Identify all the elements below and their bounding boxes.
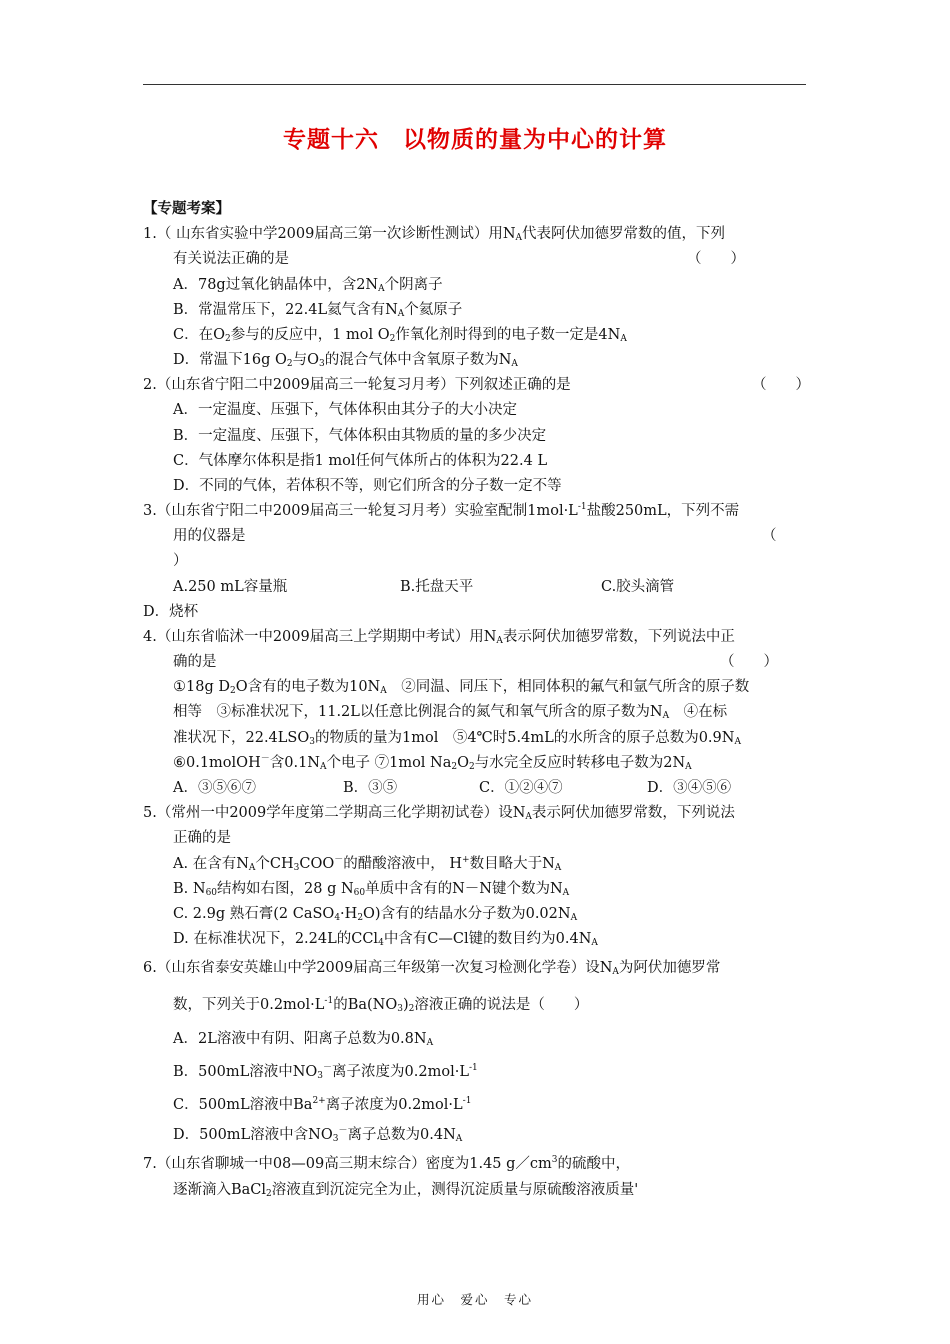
- q4-option-b: B．③⑤: [343, 780, 398, 796]
- q2-option-d: D．不同的气体，若体积不等，则它们所含的分子数一定不等: [173, 478, 562, 494]
- q1-option-c: C．在$O_2$参与的反应中，1 mol $O_2$作氧化剂时得到的电子数一定是$4N_A$: [173, 327, 627, 344]
- q1-option-b: B．常温常压下，22.4L氦气含有$N_A$个氦原子: [173, 302, 463, 319]
- answer-paren-4: （ ）: [720, 654, 778, 670]
- question-6-stem: 6.（山东省泰安英雄山中学2009届高三年级第一次复习检测化学卷）设$N_A$为阿伏加德罗常: [143, 960, 721, 977]
- question-7-stem-cont: 逐渐滴入BaCl$_2$溶液直到沉淀完全为止，测得沉淀质量与原硫酸溶液质量': [173, 1182, 639, 1199]
- question-1-stem-cont: 有关说法正确的是: [173, 251, 289, 267]
- question-5-stem-cont: 正确的是: [173, 830, 231, 846]
- q4-option-d: D．③④⑤⑥: [647, 780, 732, 796]
- q4-statement-line-2: 相等 ③标准状况下，11.2L以任意比例混合的氮气和氧气所含的原子数为$N_A$ ④在标: [173, 704, 728, 721]
- q3-option-a: A.250 mL容量瓶: [173, 579, 288, 595]
- q5-option-d: D. 在标准状况下，2.24L的CCl$_4$中含有C—Cl键的数目约为$0.4N_A$: [173, 931, 598, 948]
- q6-option-a: A．2L溶液中有阴、阳离子总数为$0.8N_A$: [173, 1031, 434, 1048]
- page-footer: 用心 爱心 专心: [416, 1292, 533, 1307]
- q3-option-d: D．烧杯: [143, 604, 199, 620]
- q6-option-b: B．500mL溶液中$NO_3^-$离子浓度为$0.2mol\cdot L^{-1}$: [173, 1063, 478, 1081]
- answer-paren-3-open: （: [762, 528, 777, 544]
- q2-option-c: C．气体摩尔体积是指1 mol任何气体所占的体积为22.4 L: [173, 453, 548, 469]
- q6-option-c: C．500mL溶液中$Ba^{2+}$离子浓度为$0.2mol\cdot L^{-1}$: [173, 1096, 472, 1113]
- q1-option-a: A．78g过氧化钠晶体中，含$2N_A$个阴离子: [173, 277, 443, 294]
- question-5-stem: 5.（常州一中2009学年度第二学期高三化学期初试卷）设$N_A$表示阿伏加德罗常数，下列说法: [143, 805, 735, 822]
- question-2-stem: 2.（山东省宁阳二中2009届高三一轮复习月考）下列叙述正确的是: [143, 377, 571, 393]
- q4-option-a: A．③⑤⑥⑦: [173, 780, 256, 796]
- question-1-stem: 1.（ 山东省实验中学2009届高三第一次诊断性测试）用$N_A$代表阿伏加德罗常数的值，下列: [143, 226, 726, 243]
- q4-statement-line-3: 准状况下，$22.4LSO_3$的物质的量为1mol ⑤4℃时5.4mL的水所含的原子总数为$0.9N_A$: [173, 730, 741, 747]
- question-6-stem-cont: 数，下列关于$0.2mol\cdot L^{-1}$的$Ba(NO_3)_2$溶液正确的说法是（ ）: [173, 996, 589, 1014]
- header-rule: [143, 84, 806, 85]
- q2-option-b: B．一定温度、压强下，气体体积由其物质的量的多少决定: [173, 428, 547, 444]
- q1-option-d: D．常温下16g $O_2$与$O_3$的混合气体中含氧原子数为$N_A$: [173, 352, 518, 369]
- question-4-stem-cont: 确的是: [173, 654, 217, 670]
- q4-statement-line-1: ①18g $D_2O$含有的电子数为$10N_A$ ②同温、同压下，相同体积的氟气和氩气所含的原子数: [173, 679, 750, 696]
- answer-paren-1: （ ）: [687, 251, 745, 267]
- q5-option-a: A. 在含有$N_A$个$CH_3COO^-$的醋酸溶液中， H+数目略大于$N_A$: [173, 855, 562, 873]
- question-7-stem: 7.（山东省聊城一中08—09高三期末综合）密度为1.45 $g/cm^3$的硫酸中，: [143, 1155, 631, 1172]
- question-3-stem: 3.（山东省宁阳二中2009届高三一轮复习月考）实验室配制$1mol\cdot L^{-1}$盐酸250mL，下列不需: [143, 502, 740, 519]
- q6-option-d: D．500mL溶液中含$NO_3^-$离子总数为$0.4N_A$: [173, 1126, 463, 1144]
- q4-statement-line-4: ⑥0.1molOH－含$0.1N_A$个电子 ⑦1mol $Na_2O_2$与水完全反应时转移电子数为$2N_A$: [173, 754, 692, 772]
- q4-option-c: C．①②④⑦: [479, 780, 563, 796]
- answer-paren-2: （ ）: [752, 377, 810, 393]
- q2-option-a: A．一定温度、压强下，气体体积由其分子的大小决定: [173, 402, 517, 418]
- page-title: 专题十六 以物质的量为中心的计算: [283, 126, 667, 153]
- q3-option-c: C.胶头滴管: [601, 579, 675, 595]
- question-3-stem-cont: 用的仪器是: [173, 528, 246, 544]
- q5-option-b: B. $N_{60}$结构如右图，28 g $N_{60}$单质中含有的N－N键个数为$N_A$: [173, 881, 570, 898]
- q5-option-c: C. 2.9g 熟石膏(2 $CaSO_4\cdot H_2O$)含有的结晶水分子数为$0.02N_A$: [173, 906, 578, 923]
- q3-option-b: B.托盘天平: [400, 579, 474, 595]
- answer-paren-3-close: ）: [173, 553, 188, 569]
- question-4-stem: 4.（山东省临沭一中2009届高三上学期期中考试）用$N_A$表示阿伏加德罗常数，下列说法中正: [143, 629, 735, 646]
- section-heading: 【专题考案】: [143, 200, 230, 217]
